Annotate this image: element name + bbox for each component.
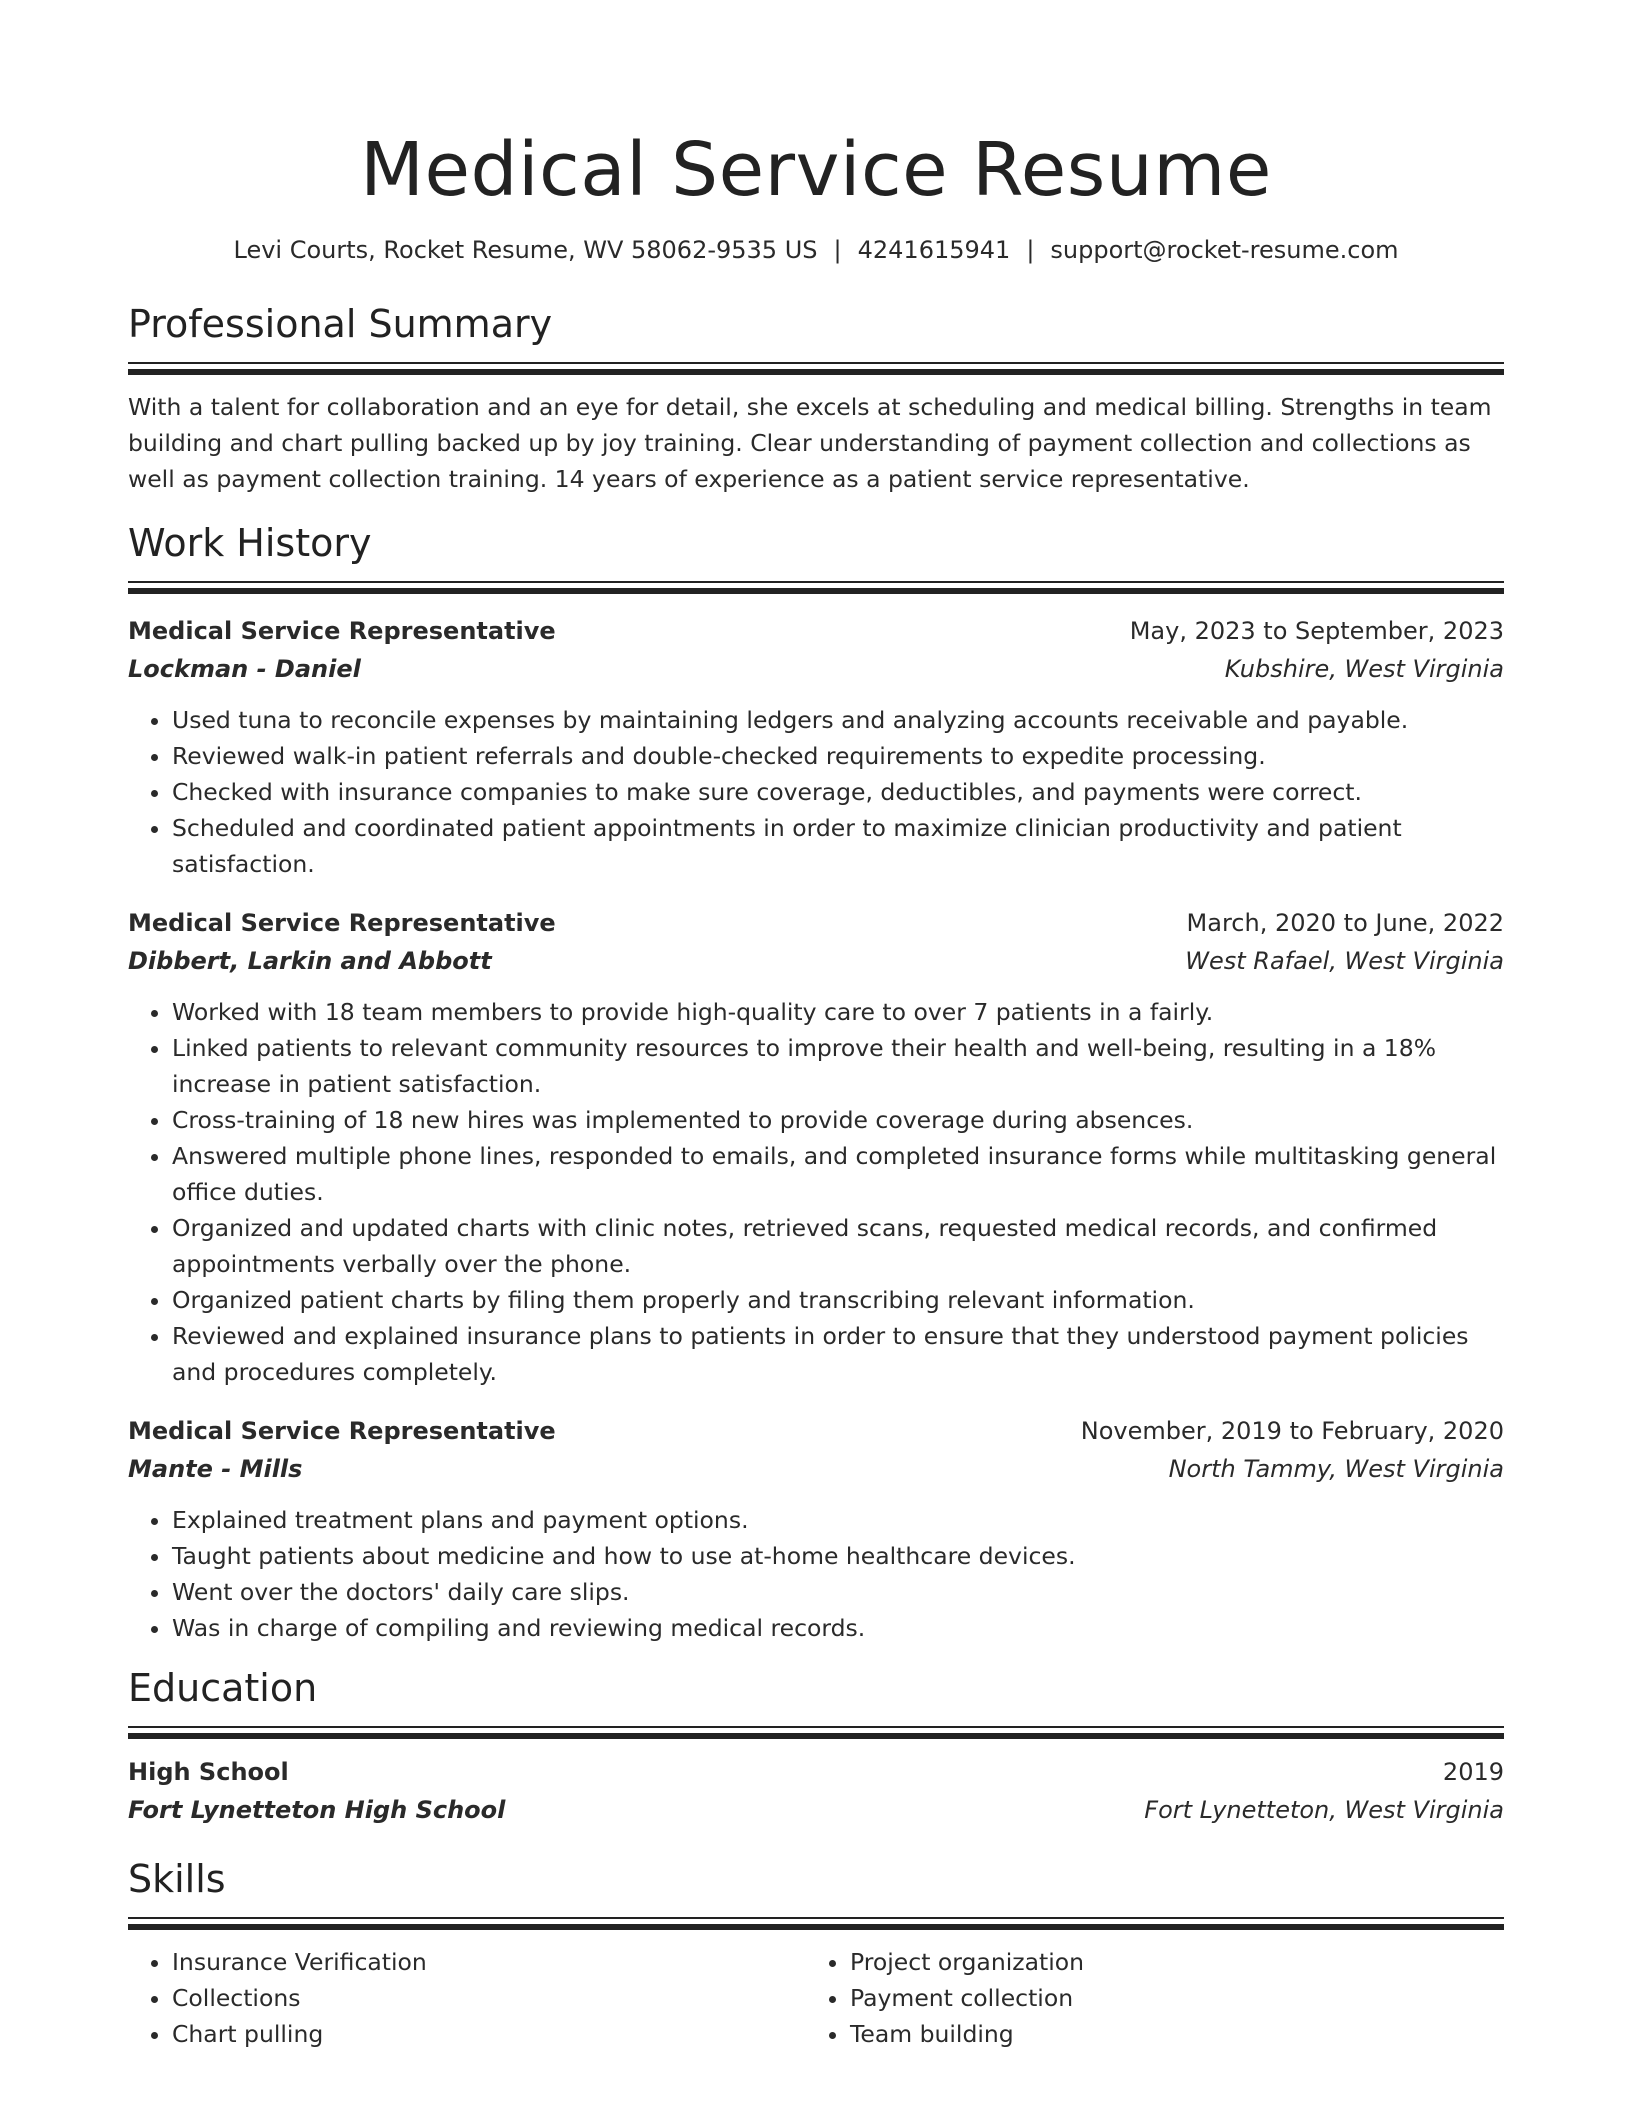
education-school: Fort Lynetteton High School (128, 1796, 506, 1824)
list-item: • Taught patients about medicine and how to use at-home healthcare devices. (172, 1538, 1504, 1574)
contact-line (128, 234, 1504, 266)
list-item: • Scheduled and coordinated patient appointments in order to maximize clinician productivity and patient satisfaction. (172, 810, 1504, 882)
education-location: Fort Lynetteton, West Virginia (1144, 1796, 1504, 1824)
section-divider (128, 1726, 1504, 1739)
skills-section (128, 1855, 1504, 2052)
list-item: • Answered multiple phone lines, responded to emails, and completed insurance forms while multitasking general office duties. (172, 1138, 1504, 1210)
contact-separator: | (833, 236, 842, 264)
education-year: 2019 (1442, 1758, 1504, 1786)
skills-column-right (806, 1944, 1484, 2052)
job-company: Lockman - Daniel (128, 655, 361, 683)
job-location: West Rafael, West Virginia (1185, 947, 1504, 975)
list-item: • Explained treatment plans and payment options. (172, 1502, 1504, 1538)
list-item: • Cross-training of 18 new hires was implemented to provide coverage during absences. (172, 1102, 1504, 1138)
contact-phone: 4241615941 (857, 236, 1011, 264)
job-title: Medical Service Representative (128, 617, 556, 645)
skills-heading: Skills (128, 1857, 226, 1901)
contact-email: support@rocket-resume.com (1050, 236, 1399, 264)
education-heading: Education (128, 1666, 318, 1710)
list-item: • Organized and updated charts with clinic notes, retrieved scans, requested medical records, and confirmed appointments verbally over the phone. (172, 1210, 1504, 1282)
job-bullets (128, 1502, 1504, 1646)
resume-page (128, 0, 1504, 2052)
job-dates: March, 2020 to June, 2022 (1186, 909, 1504, 937)
skill-item: • Payment collection (850, 1980, 1484, 2016)
skill-item: • Project organization (850, 1944, 1484, 1980)
job-company: Dibbert, Larkin and Abbott (128, 947, 492, 975)
education-entry (128, 1753, 1504, 1829)
job-location: Kubshire, West Virginia (1224, 655, 1504, 683)
list-item: • Reviewed and explained insurance plans to patients in order to ensure that they understood payment policies and procedures completely. (172, 1318, 1504, 1390)
job-title: Medical Service Representative (128, 909, 556, 937)
summary-text: With a talent for collaboration and an eye for detail, she excels at scheduling and medical billing. Strengths in team building and chart pulling backed up by joy training. Clear understanding of payment collection and collections as well as payment collection training. 14 years of experience as a patient service representative. (128, 393, 1492, 493)
job-bullets (128, 702, 1504, 882)
work-history-heading: Work History (128, 521, 372, 565)
job-location: North Tammy, West Virginia (1168, 1455, 1504, 1483)
summary-heading: Professional Summary (128, 302, 553, 346)
job-company: Mante - Mills (128, 1455, 303, 1483)
contact-separator: | (1026, 236, 1035, 264)
list-item: • Checked with insurance companies to make sure coverage, deductibles, and payments were correct. (172, 774, 1504, 810)
job-title: Medical Service Representative (128, 1417, 556, 1445)
education-section (128, 1664, 1504, 1829)
job-bullets (128, 994, 1504, 1390)
job-dates: November, 2019 to February, 2020 (1080, 1417, 1504, 1445)
skill-item: • Team building (850, 2016, 1484, 2052)
list-item: • Used tuna to reconcile expenses by maintaining ledgers and analyzing accounts receivable and payable. (172, 702, 1504, 738)
page-title: Medical Service Resume (360, 127, 1272, 213)
section-divider (128, 581, 1504, 594)
skill-item: • Collections (172, 1980, 806, 2016)
skills-grid (128, 1944, 1504, 2052)
list-item: • Went over the doctors' daily care slips. (172, 1574, 1504, 1610)
job-entry (128, 612, 1504, 882)
job-entry (128, 1412, 1504, 1646)
list-item: • Was in charge of compiling and reviewing medical records. (172, 1610, 1504, 1646)
skills-column-left (128, 1944, 806, 2052)
list-item: • Organized patient charts by filing them properly and transcribing relevant information. (172, 1282, 1504, 1318)
skill-item: • Chart pulling (172, 2016, 806, 2052)
list-item: • Linked patients to relevant community resources to improve their health and well-being, resulting in a 18% increase in patient satisfaction. (172, 1030, 1504, 1102)
skill-item: • Insurance Verification (172, 1944, 806, 1980)
education-degree: High School (128, 1758, 289, 1786)
summary-section (128, 300, 1504, 497)
contact-address: Levi Courts, Rocket Resume, WV 58062-9535 US (233, 236, 818, 264)
list-item: • Reviewed walk-in patient referrals and double-checked requirements to expedite processing. (172, 738, 1504, 774)
section-divider (128, 1917, 1504, 1930)
list-item: • Worked with 18 team members to provide high-quality care to over 7 patients in a fairly. (172, 994, 1504, 1030)
job-entry (128, 904, 1504, 1390)
job-dates: May, 2023 to September, 2023 (1129, 617, 1504, 645)
section-divider (128, 362, 1504, 375)
work-history-section (128, 519, 1504, 1646)
